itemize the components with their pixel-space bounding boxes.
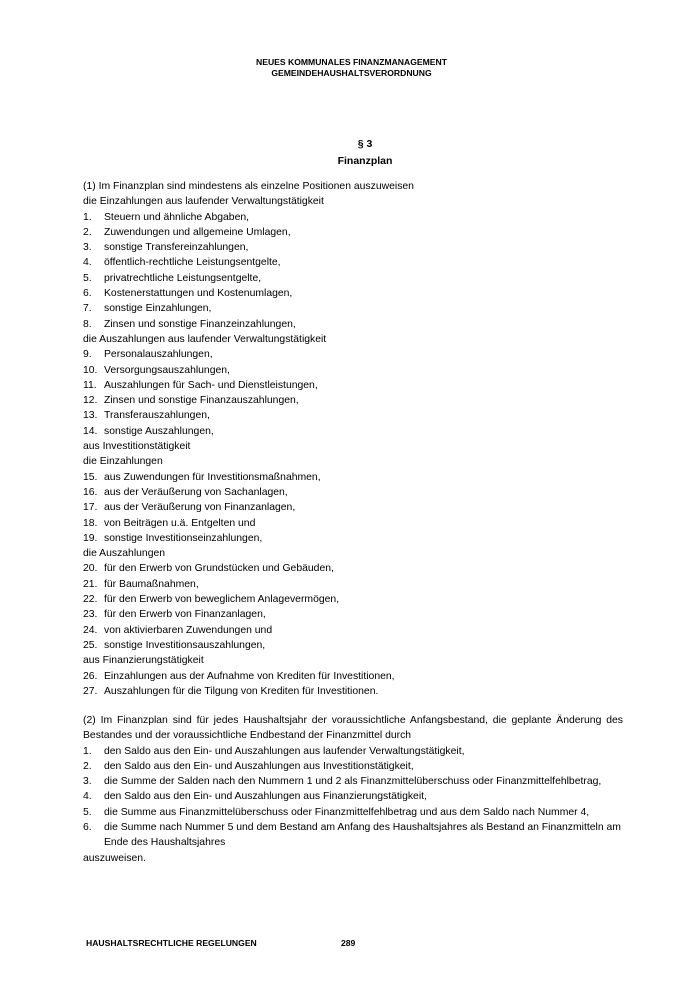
list-item-number: 26. xyxy=(83,670,98,682)
list-item-number: 4. xyxy=(83,791,92,803)
list-item xyxy=(83,317,623,332)
list-einzahlungen-investition xyxy=(83,470,623,546)
list-item xyxy=(83,669,623,684)
list-item-number: 10. xyxy=(83,364,98,376)
list-item-number: 4. xyxy=(83,257,92,269)
subheading: aus Finanzierungstätigkeit xyxy=(83,655,204,667)
list-item xyxy=(83,393,623,408)
list-item-number: 7. xyxy=(83,303,92,315)
list-item-text: die Summe der Salden nach den Nummern 1 und 2 als Finanzmittelüberschuss oder Finanzmittelfehlbetrag, xyxy=(104,776,602,788)
footer-label: HAUSHALTSRECHTLICHE REGELUNGEN xyxy=(86,938,257,948)
list-item-text: Auszahlungen für Sach- und Dienstleistungen, xyxy=(104,379,318,391)
list-item xyxy=(83,744,623,759)
list-item xyxy=(83,378,623,393)
paragraph-intro: (1) Im Finanzplan sind mindestens als einzelne Positionen auszuweisen xyxy=(83,181,414,192)
list-item-text: Auszahlungen für die Tilgung von Krediten für Investitionen. xyxy=(104,685,379,697)
list-item-text: den Saldo aus den Ein- und Auszahlungen aus laufender Verwaltungstätigkeit, xyxy=(104,745,465,757)
section-heading xyxy=(0,136,700,170)
list-item-text: die Summe nach Nummer 5 und dem Bestand am Anfang des Haushaltsjahres als Bestand an Finanzmitteln am Ende des Haushaltsjahres xyxy=(104,822,621,849)
list-item xyxy=(83,577,623,592)
list-item xyxy=(83,424,623,439)
list-item xyxy=(83,255,623,270)
subheading: die Auszahlungen aus laufender Verwaltungstätigkeit xyxy=(83,333,327,345)
list-einzahlungen-verwaltung xyxy=(83,210,623,332)
paragraph-1 xyxy=(83,179,623,699)
list-item-number: 5. xyxy=(83,272,92,284)
list-item xyxy=(83,301,623,316)
list-item-text: die Summe aus Finanzmittelüberschuss oder Finanzmittelfehlbetrag und aus dem Saldo nach Nummer 4, xyxy=(104,806,590,818)
list-item-text: den Saldo aus den Ein- und Auszahlungen aus Finanzierungstätigkeit, xyxy=(104,791,427,803)
list-item-text: Zinsen und sonstige Finanzauszahlungen, xyxy=(104,395,299,407)
list-item-text: aus Zuwendungen für Investitionsmaßnahmen, xyxy=(104,471,321,483)
list-item-text: öffentlich-rechtliche Leistungsentgelte, xyxy=(104,257,281,269)
list-item-text: von Beiträgen u.ä. Entgelten und xyxy=(104,517,256,529)
list-item-text: sonstige Transfereinzahlungen, xyxy=(104,242,249,254)
list-item xyxy=(83,286,623,301)
list-item-number: 3. xyxy=(83,776,92,788)
list-item-number: 2. xyxy=(83,226,92,238)
list-item xyxy=(83,805,623,820)
list-item-text: für den Erwerb von Grundstücken und Gebäuden, xyxy=(104,563,334,575)
list-item xyxy=(83,485,623,500)
list-item-text: den Saldo aus den Ein- und Auszahlungen aus Investitionstätigkeit, xyxy=(104,760,414,772)
paragraph-closing: auszuweisen. xyxy=(83,852,146,864)
list-item-text: Einzahlungen aus der Aufnahme von Krediten für Investitionen, xyxy=(104,670,395,682)
list-item-text: Steuern und ähnliche Abgaben, xyxy=(104,211,250,223)
list-item-text: sonstige Investitionsauszahlungen, xyxy=(104,639,266,651)
list-item-number: 3. xyxy=(83,242,92,254)
paragraph-intro: (2) Im Finanzplan sind für jedes Haushaltsjahr der voraussichtliche Anfangsbestand, die geplante Änderung des Bestandes und der voraussichtliche Endbestand der Finanzmittel durch xyxy=(83,715,623,742)
list-item xyxy=(83,500,623,515)
list-item-text: Kostenerstattungen und Kostenumlagen, xyxy=(104,288,293,300)
list-item-number: 17. xyxy=(83,502,98,514)
list-item xyxy=(83,623,623,638)
list-item-number: 8. xyxy=(83,318,92,330)
list-item-number: 11. xyxy=(83,379,97,391)
list-item xyxy=(83,561,623,576)
list-item xyxy=(83,684,623,699)
list-item-number: 9. xyxy=(83,349,92,361)
list-item-number: 19. xyxy=(83,532,98,544)
list-item-text: aus der Veräußerung von Finanzanlagen, xyxy=(104,502,296,514)
list-item-number: 12. xyxy=(83,395,98,407)
list-item-text: Zinsen und sonstige Finanzeinzahlungen, xyxy=(104,318,296,330)
list-item xyxy=(83,225,623,240)
list-finanzierung xyxy=(83,669,623,700)
subheading: die Einzahlungen xyxy=(83,456,163,468)
list-item-text: Personalauszahlungen, xyxy=(104,349,213,361)
list-item xyxy=(83,607,623,622)
list-item xyxy=(83,408,623,423)
list-finanzmittel xyxy=(83,744,623,851)
list-item-number: 14. xyxy=(83,425,98,437)
list-item-number: 1. xyxy=(83,745,92,757)
subheading: die Auszahlungen xyxy=(83,548,166,560)
list-item-number: 20. xyxy=(83,563,98,575)
list-item xyxy=(83,531,623,546)
list-auszahlungen-investition xyxy=(83,561,623,653)
list-item xyxy=(83,470,623,485)
list-item-text: sonstige Auszahlungen, xyxy=(104,425,214,437)
list-item-text: privatrechtliche Leistungsentgelte, xyxy=(104,272,262,284)
list-item-number: 6. xyxy=(83,822,92,834)
list-item-number: 13. xyxy=(83,410,98,422)
list-item xyxy=(83,759,623,774)
list-item-text: sonstige Einzahlungen, xyxy=(104,303,212,315)
list-item-number: 22. xyxy=(83,594,98,606)
list-item-text: Versorgungsauszahlungen, xyxy=(104,364,230,376)
list-item xyxy=(83,363,623,378)
list-item-text: für den Erwerb von Finanzanlagen, xyxy=(104,609,266,621)
list-item-number: 5. xyxy=(83,806,92,818)
section-title: Finanzplan xyxy=(337,155,393,167)
list-item xyxy=(83,516,623,531)
list-item-text: sonstige Investitionseinzahlungen, xyxy=(104,532,263,544)
list-item-number: 25. xyxy=(83,639,98,651)
list-item-text: Zuwendungen und allgemeine Umlagen, xyxy=(104,226,291,238)
list-item xyxy=(83,240,623,255)
list-item-number: 1. xyxy=(83,211,92,223)
list-item xyxy=(83,347,623,362)
list-item-number: 23. xyxy=(83,609,98,621)
list-item xyxy=(83,774,623,789)
list-item-number: 18. xyxy=(83,517,98,529)
header-title-line2: GEMEINDEHAUSHALTSVERORDNUNG xyxy=(271,68,432,78)
paragraph-2 xyxy=(83,713,623,866)
list-item xyxy=(83,210,623,225)
document-header xyxy=(0,57,700,79)
list-item-number: 27. xyxy=(83,685,98,697)
list-item-number: 16. xyxy=(83,486,98,498)
list-item-text: aus der Veräußerung von Sachanlagen, xyxy=(104,486,288,498)
list-item xyxy=(83,592,623,607)
list-item-number: 2. xyxy=(83,760,92,772)
list-item xyxy=(83,638,623,653)
list-item xyxy=(83,271,623,286)
list-item-number: 15. xyxy=(83,471,98,483)
list-item xyxy=(83,820,623,851)
list-item-text: für den Erwerb von beweglichem Anlagevermögen, xyxy=(104,594,340,606)
header-title-line1: NEUES KOMMUNALES FINANZMANAGEMENT xyxy=(256,57,447,67)
list-item xyxy=(83,789,623,804)
list-item-text: von aktivierbaren Zuwendungen und xyxy=(104,624,273,636)
list-auszahlungen-verwaltung xyxy=(83,347,623,439)
page-number: 289 xyxy=(341,938,356,948)
list-item-number: 6. xyxy=(83,288,92,300)
list-item-number: 24. xyxy=(83,624,98,636)
list-item-text: für Baumaßnahmen, xyxy=(104,578,199,590)
subheading: die Einzahlungen aus laufender Verwaltungstätigkeit xyxy=(83,196,324,208)
subheading: aus Investitionstätigkeit xyxy=(83,441,191,453)
list-item-text: Transferauszahlungen, xyxy=(104,410,210,422)
section-number: § 3 xyxy=(357,138,373,150)
list-item-number: 21. xyxy=(83,578,98,590)
